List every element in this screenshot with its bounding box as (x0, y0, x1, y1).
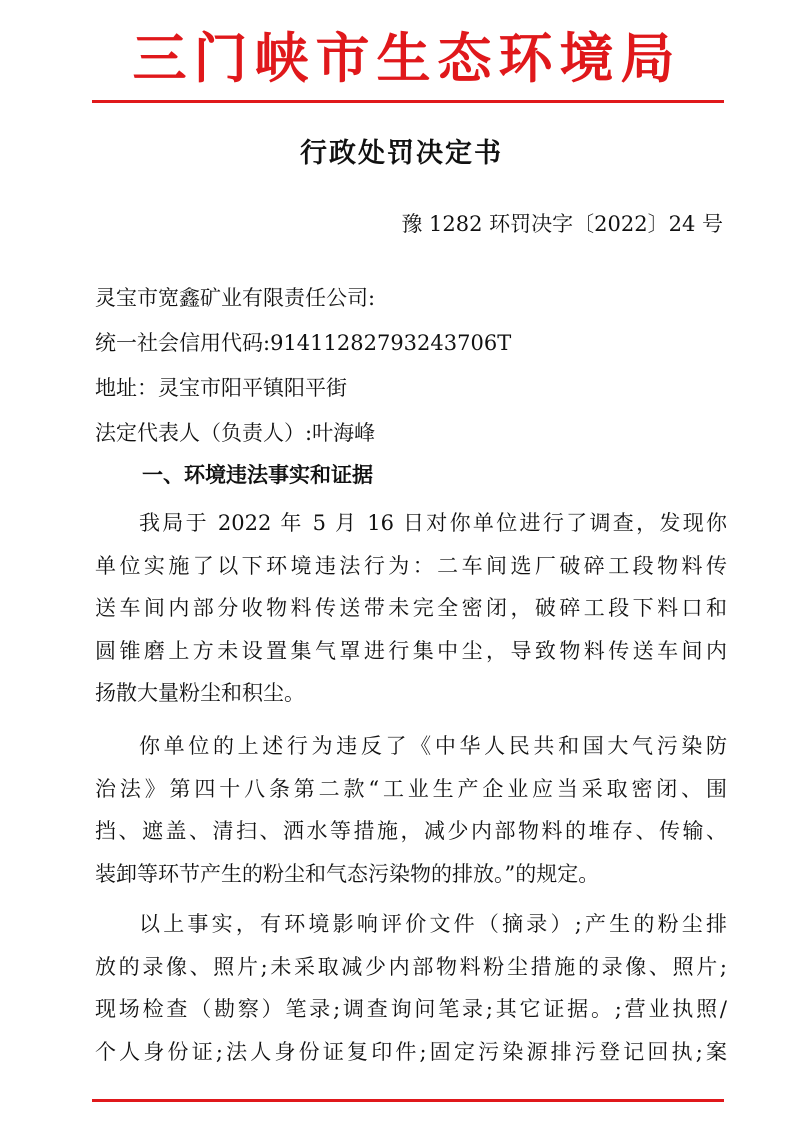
party-info (95, 276, 735, 456)
agency-letterhead: 三门峡市生态环境局 (132, 26, 682, 90)
legal-representative: 法定代表人（负责人）:叶海峰 (95, 421, 376, 445)
paragraph-line: 个人身份证;法人身份证复印件;固定污染源排污登记回执;案 (95, 1039, 727, 1064)
paragraph-evidence (95, 903, 727, 1073)
paragraph-legal-basis (95, 725, 727, 895)
document-title: 行政处罚决定书 (300, 138, 503, 169)
header-red-rule (92, 100, 724, 103)
paragraph-line: 装卸等环节产生的粉尘和气态污染物的排放。”的规定。 (95, 861, 600, 886)
footer-red-rule (92, 1099, 724, 1102)
paragraph-violation-facts (95, 502, 727, 715)
paragraph-line: 我局于 2022 年 5 月 16 日对你单位进行了调查，发现你 (139, 511, 727, 535)
paragraph-line: 扬散大量粉尘和积尘。 (95, 681, 305, 705)
section-heading: 一、环境违法事实和证据 (142, 463, 373, 487)
paragraph-line: 治法》第四十八条第二款“工业生产企业应当采取密闭、围 (95, 776, 727, 801)
paragraph-line: 你单位的上述行为违反了《中华人民共和国大气污染防 (139, 734, 727, 758)
paragraph-line: 以上事实，有环境影响评价文件（摘录）;产生的粉尘排 (139, 912, 727, 936)
document-number: 豫 1282 环罚决字〔2022〕24 号 (401, 212, 723, 236)
paragraph-line: 送车间内部分收物料传送带未完全密闭，破碎工段下料口和 (95, 596, 727, 620)
party-name: 灵宝市宽鑫矿业有限责任公司: (95, 286, 376, 310)
paragraph-line: 单位实施了以下环境违法行为：二车间选厂破碎工段物料传 (95, 553, 727, 578)
credit-code: 统一社会信用代码:91411282793243706T (95, 331, 512, 355)
paragraph-line: 挡、遮盖、清扫、洒水等措施，减少内部物料的堆存、传输、 (95, 819, 727, 843)
paragraph-line: 现场检查（勘察）笔录;调查询问笔录;其它证据。;营业执照/ (95, 997, 727, 1021)
paragraph-line: 圆锥磨上方未设置集气罩进行集中尘，导致物料传送车间内 (95, 638, 727, 663)
party-address: 地址：灵宝市阳平镇阳平街 (95, 376, 347, 400)
paragraph-line: 放的录像、照片;未采取减少内部物料粉尘措施的录像、照片; (95, 954, 727, 979)
